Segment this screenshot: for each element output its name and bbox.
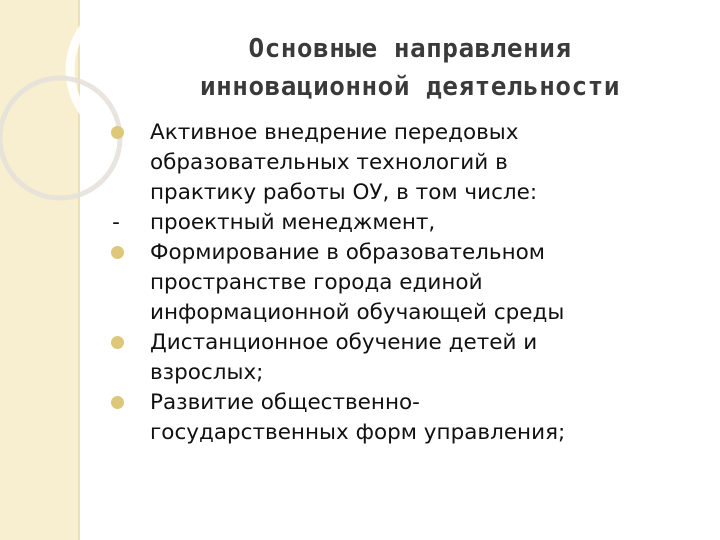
list-item [108, 388, 698, 448]
list-item [108, 208, 698, 238]
list-item [108, 238, 698, 328]
circle-bullet-icon [111, 246, 124, 259]
item-line: Активное внедрение передовых [150, 120, 519, 145]
item-line: пространстве города единой [150, 270, 483, 295]
bullet-list [108, 118, 698, 448]
slide-title [120, 30, 700, 106]
item-line: информационной обучающей среды [150, 300, 565, 325]
item-line: практику работы ОУ, в том числе: [150, 180, 538, 205]
item-line: проектный менеджмент, [150, 210, 436, 235]
list-item [108, 328, 698, 388]
item-line: взрослых; [150, 360, 264, 385]
item-line: образовательных технологий в [150, 150, 508, 175]
item-line: государственных форм управления; [150, 420, 566, 445]
dash-marker: - [112, 210, 120, 235]
list-item [108, 118, 698, 208]
item-line: Дистанционное обучение детей и [150, 330, 538, 355]
circle-bullet-icon [111, 126, 124, 139]
title-line-1: Основные направления [248, 34, 572, 64]
circle-bullet-icon [111, 396, 124, 409]
title-line-2: инновационной деятельности [200, 72, 620, 102]
circle-bullet-icon [111, 336, 124, 349]
item-line: Формирование в образовательном [150, 240, 546, 265]
item-line: Развитие общественно- [150, 390, 420, 415]
